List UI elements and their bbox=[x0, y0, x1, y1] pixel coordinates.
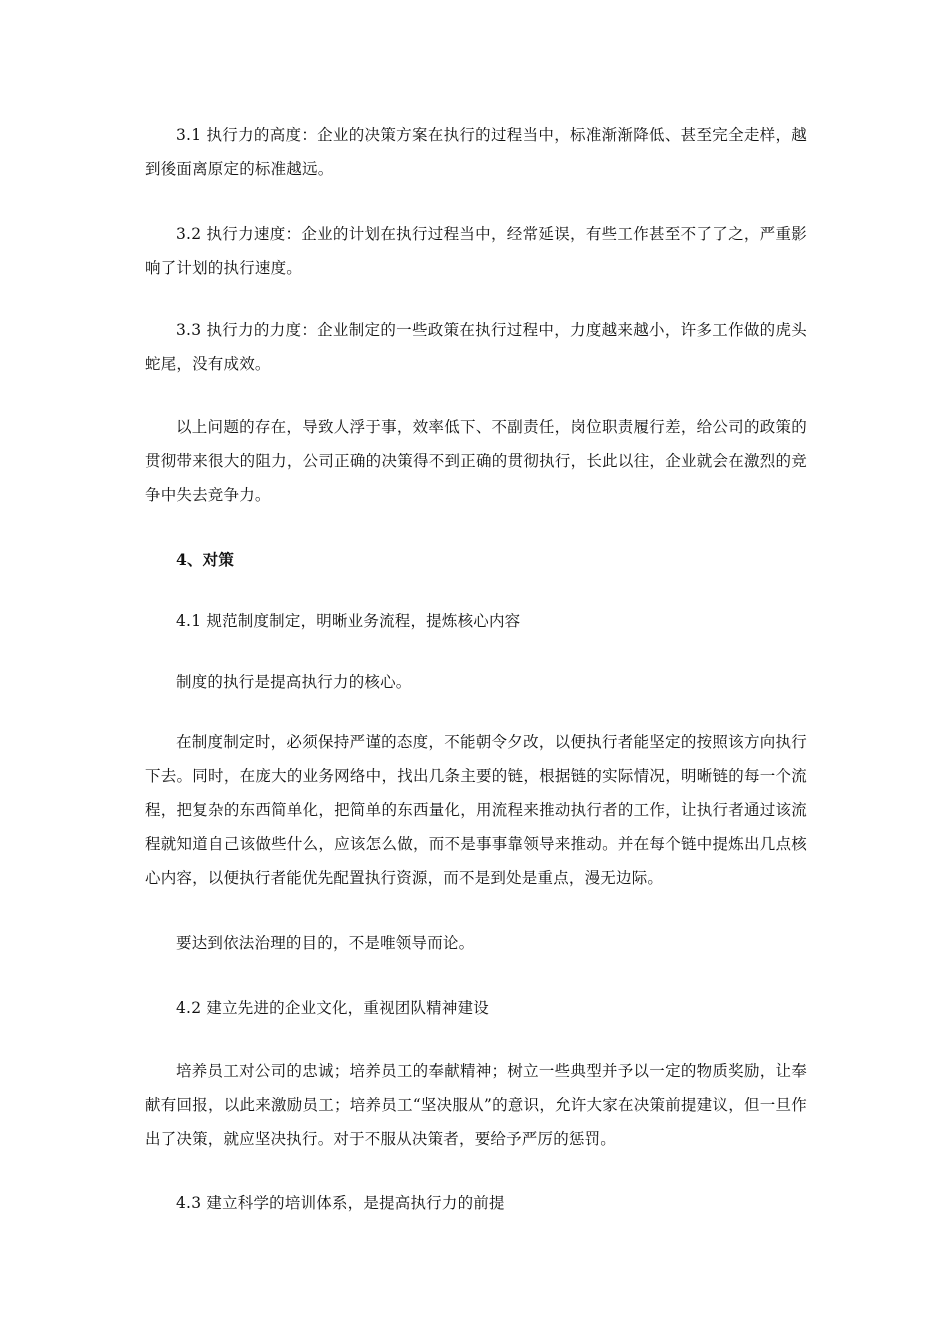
paragraph-3-2: 3.2 执行力速度：企业的计划在执行过程当中，经常延误，有些工作甚至不了了之，严重影响了计划的执行速度。 bbox=[145, 225, 807, 277]
section-heading-4: 4、对策 bbox=[176, 550, 235, 569]
paragraph-3-3: 3.3 执行力的力度：企业制定的一些政策在执行过程中，力度越来越小，许多工作做的虎头蛇尾，没有成效。 bbox=[145, 321, 807, 373]
paragraph-rule-of-law: 要达到依法治理的目的，不是唯领导而论。 bbox=[176, 934, 475, 952]
paragraph-system: 在制度制定时，必须保持严谨的态度，不能朝令夕改，以便执行者能坚定的按照该方向执行下去。同时，在庞大的业务网络中，找出几条主要的链，根据链的实际情况，明晰链的每一个流程，把复杂的东西简单化，把简单的东西量化，用流程来推动执行者的工作，让执行者通过该流程就知道自己该做些什么，应该怎么做，而不是事事靠领导来推动。并在每个链中提炼出几点核心内容，以便执行者能优先配置执行资源，而不是到处是重点，漫无边际。 bbox=[145, 733, 807, 887]
subheading-4-3: 4.3 建立科学的培训体系，是提高执行力的前提 bbox=[176, 1194, 505, 1212]
subheading-4-1: 4.1 规范制度制定，明晰业务流程，提炼核心内容 bbox=[176, 612, 521, 630]
subheading-4-2: 4.2 建立先进的企业文化，重视团队精神建设 bbox=[176, 999, 489, 1017]
paragraph-core: 制度的执行是提高执行力的核心。 bbox=[176, 673, 412, 691]
paragraph-3-1: 3.1 执行力的高度：企业的决策方案在执行的过程当中，标准渐渐降低、甚至完全走样，越到後面离原定的标准越远。 bbox=[145, 126, 807, 178]
paragraph-culture: 培养员工对公司的忠诚；培养员工的奉献精神；树立一些典型并予以一定的物质奖励，让奉献有回报，以此来激励员工；培养员工“坚决服从”的意识，允许大家在决策前提建议，但一旦作出了决策，就应坚决执行。对于不服从决策者，要给予严厉的惩罚。 bbox=[145, 1062, 807, 1148]
paragraph-summary: 以上问题的存在，导致人浮于事，效率低下、不副责任，岗位职责履行差，给公司的政策的贯彻带来很大的阻力，公司正确的决策得不到正确的贯彻执行，长此以往，企业就会在激烈的竞争中失去竞争力。 bbox=[145, 418, 807, 504]
